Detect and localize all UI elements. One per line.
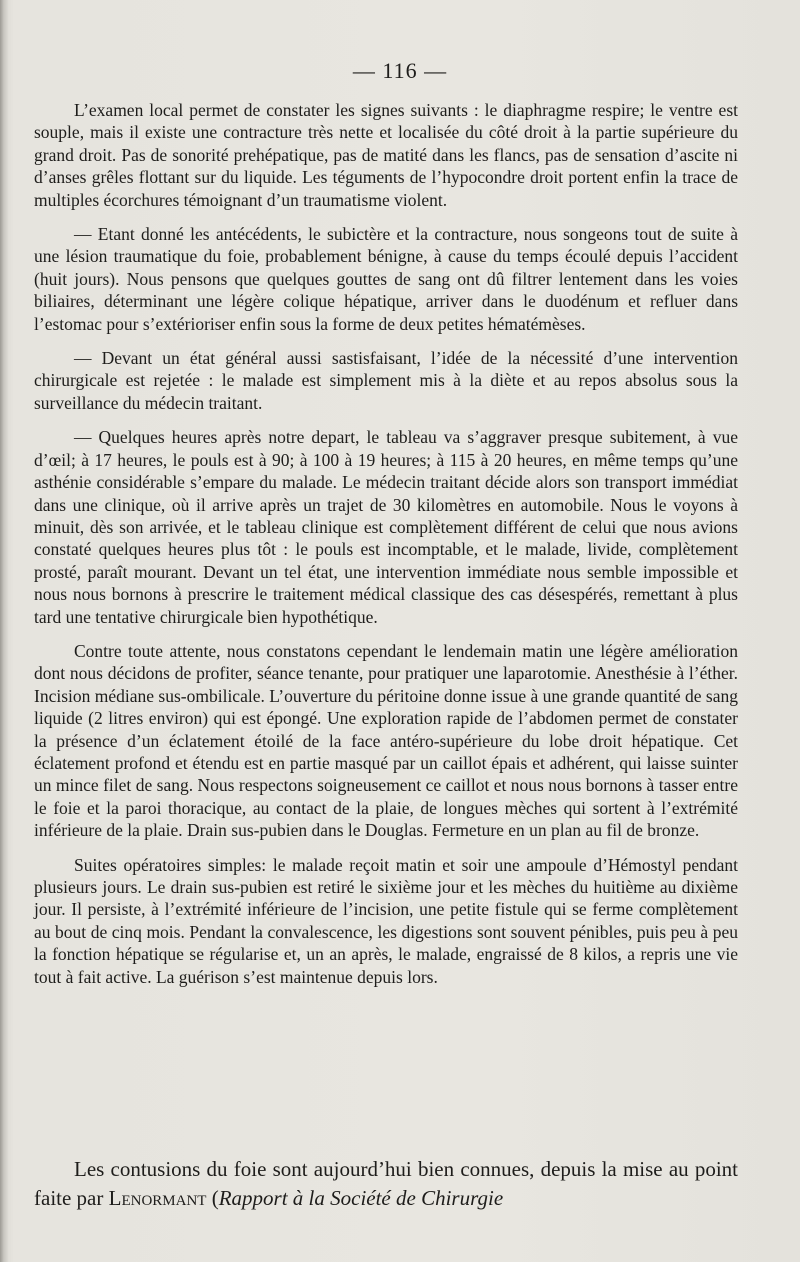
paragraph-decision: — Devant un état général aussi sastisfaisant, l’idée de la nécessité d’une intervention chirurgicale est rejetée : le malade est simplement mis à la diète et au repos absolus sous la surveillance du médecin traitant. <box>34 348 738 413</box>
body-text <box>34 99 738 988</box>
author-name: Lenormant <box>108 1186 207 1210</box>
paragraph-operation: Contre toute attente, nous constatons cependant le lendemain matin une légère amélioration dont nous décidons de profiter, séance tenante, pour pratiquer une laparotomie. Anesthésie à l’éther. Incision médiane sus-ombilicale. L’ouverture du péritoine donne issue à une grande quantité de sang liquide (2 litres environ) qui est épongé. Une exploration rapide de l’abdomen permet de constater la présence d’un éclatement étoilé de la face antéro-supérieure du lobe droit hépatique. Cet éclatement profond et étendu est en partie masqué par un caillot épais et adhérent, qui laisse suinter un mince filet de sang. Nous respectons soigneusement ce caillot et nous nous bornons à tasser entre le foie et la paroi thoracique, au contact de la plaie, de longues mèches qui sortent à l’extrémité inférieure de la plaie. Drain sus-pubien dans le Douglas. Fermeture en un plan au fil de bronze. <box>34 640 739 841</box>
final-lead-text: Les contusions du foie sont aujourd’hui bien connues, depuis la mise au point faite par <box>34 1157 738 1210</box>
binding-edge <box>0 0 8 1262</box>
paragraph-diagnosis: — Etant donné les antécédents, le subictère et la contracture, nous songeons tout de suite à une lésion traumatique du foie, probablement bénigne, à cause du temps écoulé depuis l’accident (huit jours). Nous pensons que quelques gouttes de sang ont dû filtrer lentement dans les voies biliaires, déterminant une légère colique hépatique, arriver dans le duodénum et refluer dans l’estomac pour s’extérioriser enfin sous la forme de deux petites hématémèses. <box>34 224 738 334</box>
page-number: — 116 — <box>352 58 448 83</box>
citation-title: Rapport à la Société de Chirurgie <box>218 1186 504 1210</box>
paragraph-postop: Suites opératoires simples: le malade reçoit matin et soir une ampoule d’Hémostyl pendant plusieurs jours. Le drain sus-pubien est retiré le sixième jour et les mèches du huitième au dixième jour. Il persiste, à l’extrémité inférieure de l’incision, une petite fistule qui se ferme complètement au bout de cinq mois. Pendant la convalescence, les digestions sont souvent pénibles, puis peu à peu la fonction hépatique se régularise et, un an après, le malade, engraissé de 8 kilos, a repris une vie tout à fait active. La guérison s’est maintenue depuis lors. <box>34 854 738 987</box>
paragraph-contusions <box>34 1155 738 1213</box>
final-middle-text: ( <box>206 1186 219 1210</box>
paragraph-aggravation: — Quelques heures après notre depart, le tableau va s’aggraver presque subitement, à vue d’œil; à 17 heures, le pouls est à 90; à 100 à 19 heures; à 115 à 20 heures, en même temps qu’une asthénie considérable s’empare du malade. Le médecin traitant décide alors son transport immédiat dans une clinique, où il arrive après un trajet de 30 kilomètres en automobile. Nous le voyons à minuit, dès son arrivée, et le tableau clinique est complètement différent de celui que nous avions constaté quelques heures plus tôt : le pouls est incomptable, et le malade, livide, complètement prosté, paraît mourant. Devant un tel état, une intervention immédiate nous semble impossible et nous nous bornons à prescrire le traitement médical classique des cas désespérés, remettant à plus tard une tentative chirurgicale bien hypothétique. <box>34 427 738 627</box>
paragraph-local-exam: L’examen local permet de constater les signes suivants : le diaphragme respire; le ventre est souple, mais il existe une contracture très nette et localisée du côté droit à la partie supérieure du grand droit. Pas de sonorité prehépatique, pas de matité dans les flancs, pas de sensation d’ascite ni d’anses grêles flottant sur du liquide. Les téguments de l’hypocondre droit portent enfin la trace de multiples écorchures témoignant d’un traumatisme violent. <box>34 100 738 210</box>
